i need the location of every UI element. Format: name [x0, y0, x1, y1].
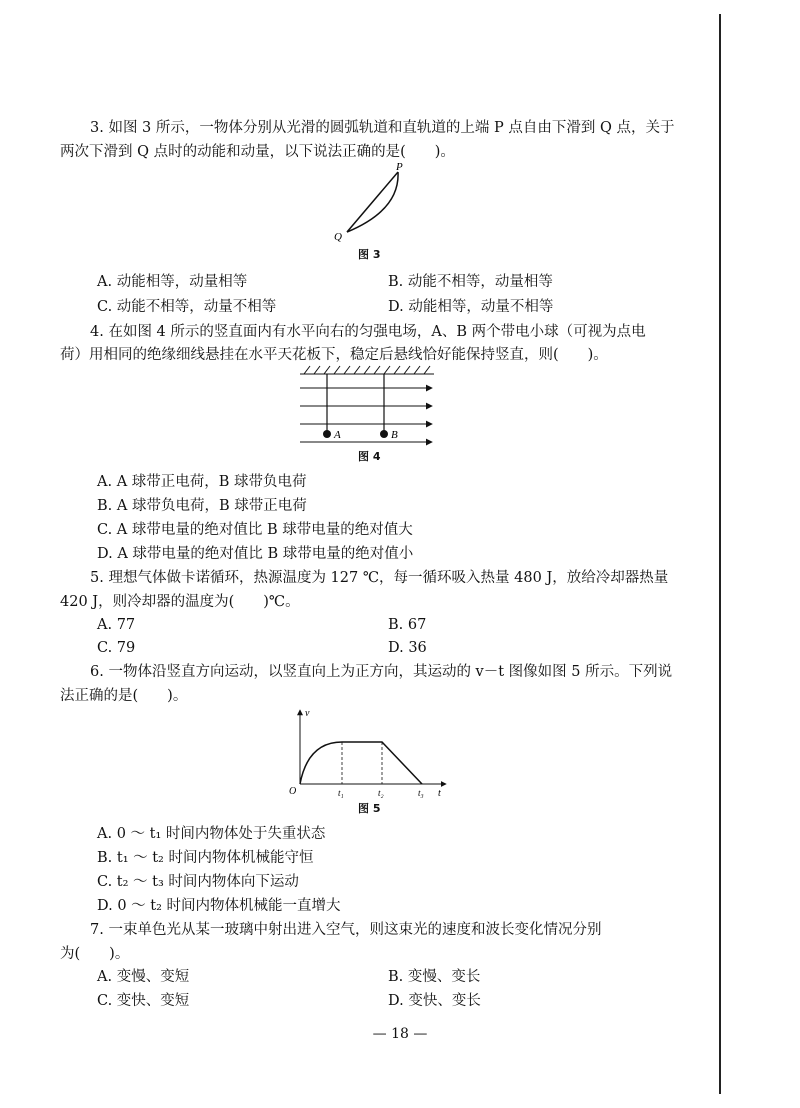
tick-t1: t₁ [338, 788, 344, 798]
q3-stem-line1: 3. 如图 3 所示，一物体分别从光滑的圆弧轨道和直轨道的上端 P 点自由下滑到 Q 点，关于 [90, 120, 675, 136]
q6-stem-line2: 法正确的是( )。 [60, 688, 188, 704]
q7-option-a: A. 变慢、变短 [97, 969, 190, 985]
q5-option-d: D. 36 [388, 640, 427, 656]
q4-option-a: A. A 球带正电荷，B 球带负电荷 [97, 474, 307, 490]
q6-option-b: B. t₁ ～ t₂ 时间内物体机械能守恒 [97, 850, 314, 866]
q5-option-b: B. 67 [388, 617, 427, 633]
page-number: — 18 — [372, 1026, 428, 1042]
figure-5-vt-graph [286, 704, 456, 800]
q7-stem-line1: 7. 一束单色光从某一玻璃中射出进入空气，则这束光的速度和波长变化情况分别 [90, 922, 602, 938]
straight-track [347, 172, 398, 232]
ball-a-label: A [334, 429, 341, 441]
q3-stem-line2: 两次下滑到 Q 点时的动能和动量，以下说法正确的是( )。 [60, 144, 455, 160]
q6-option-c: C. t₂ ～ t₃ 时间内物体向下运动 [97, 874, 299, 890]
q4-stem-line2: 荷）用相同的绝缘细线悬挂在水平天花板下，稳定后悬线恰好能保持竖直，则( )。 [60, 347, 608, 363]
origin-label: O [289, 786, 297, 797]
q5-stem-line2: 420 J，则冷却器的温度为( )℃。 [60, 594, 300, 610]
figure-3 [320, 160, 420, 244]
q7-option-b: B. 变慢、变长 [388, 969, 481, 985]
ball-a [323, 430, 331, 438]
page-edge-line [719, 14, 721, 1094]
q4-option-d: D. A 球带电量的绝对值比 B 球带电量的绝对值小 [97, 546, 414, 562]
tick-t3: t₃ [418, 788, 424, 798]
figure-4-caption: 图 4 [358, 450, 381, 463]
q6-option-d: D. 0 ～ t₂ 时间内物体机械能一直增大 [97, 898, 341, 914]
q5-option-a: A. 77 [97, 617, 136, 633]
point-q-label: Q [334, 231, 342, 243]
q5-stem-line1: 5. 理想气体做卡诺循环，热源温度为 127 ℃，每一循环吸入热量 480 J，放给冷却器热量 [90, 570, 669, 586]
q4-option-c: C. A 球带电量的绝对值比 B 球带电量的绝对值大 [97, 522, 413, 538]
electric-field-lines [300, 388, 432, 442]
q3-option-b: B. 动能不相等，动量相等 [388, 274, 553, 290]
axis-v-label: v [305, 708, 310, 719]
q3-option-c: C. 动能不相等，动量不相等 [97, 299, 277, 315]
tick-t2: t₂ [378, 788, 384, 798]
figure-5-caption: 图 5 [358, 802, 381, 815]
q6-option-a: A. 0 ～ t₁ 时间内物体处于失重状态 [97, 826, 326, 842]
q5-option-c: C. 79 [97, 640, 136, 656]
q7-stem-line2: 为( )。 [60, 946, 130, 962]
figure-3-caption: 图 3 [358, 248, 381, 261]
axis-t-label: t [438, 788, 441, 799]
q7-option-d: D. 变快、变长 [388, 993, 481, 1009]
q3-option-a: A. 动能相等，动量相等 [97, 274, 248, 290]
vt-curve [300, 742, 422, 784]
point-p-label: P [396, 161, 403, 173]
q4-option-b: B. A 球带负电荷，B 球带正电荷 [97, 498, 307, 514]
q4-stem-line1: 4. 在如图 4 所示的竖直面内有水平向右的匀强电场，A、B 两个带电小球（可视为点电 [90, 324, 646, 340]
ball-b [380, 430, 388, 438]
q7-option-c: C. 变快、变短 [97, 993, 190, 1009]
ball-b-label: B [391, 429, 398, 441]
q3-option-d: D. 动能相等，动量不相等 [388, 299, 554, 315]
q6-stem-line1: 6. 一物体沿竖直方向运动，以竖直向上为正方向，其运动的 v－t 图像如图 5 所示。下列说 [90, 664, 673, 680]
figure-4 [294, 364, 440, 448]
ceiling-hatching [300, 366, 434, 374]
